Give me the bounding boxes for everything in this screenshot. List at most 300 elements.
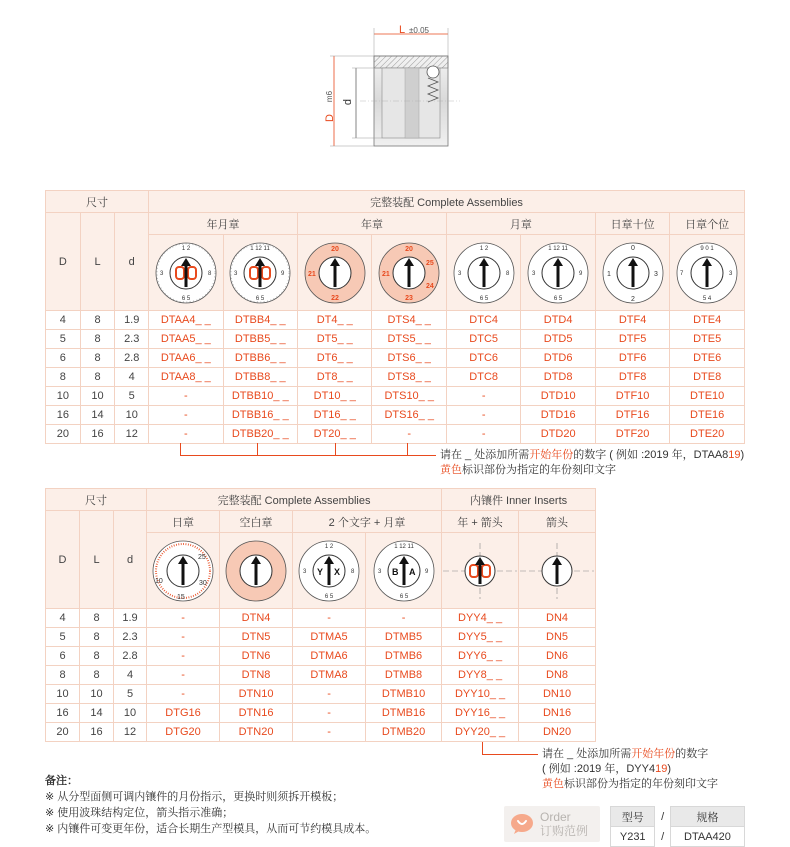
part-code-cell: DTN4 <box>220 609 293 628</box>
svg-text:1: 1 <box>606 270 611 278</box>
dimension-cell: 5 <box>46 628 80 647</box>
svg-text:3: 3 <box>377 568 381 575</box>
svg-text:3: 3 <box>653 270 658 278</box>
svg-text:1 2: 1 2 <box>181 245 190 252</box>
part-code-cell: DTE8 <box>670 368 745 387</box>
group-day-units: 日章个位 <box>670 213 745 235</box>
group-day-tens: 日章十位 <box>595 213 669 235</box>
col-complete-header: 完整装配 Complete Assemblies <box>149 191 745 213</box>
part-code-cell: - <box>147 628 220 647</box>
dimension-cell: 5 <box>114 685 147 704</box>
svg-text:15: 15 <box>177 593 185 601</box>
part-code-cell: - <box>293 609 366 628</box>
svg-text:1 12 11: 1 12 11 <box>548 245 568 252</box>
dim-l-header: L <box>80 511 114 609</box>
table-row <box>46 723 596 742</box>
part-code-cell: DT4_ _ <box>298 311 372 330</box>
svg-text:25: 25 <box>198 553 206 561</box>
part-code-cell: DTF8 <box>595 368 669 387</box>
dimension-cell: 8 <box>80 609 114 628</box>
part-code-cell: DT20_ _ <box>298 425 372 444</box>
insert-arrow <box>519 533 596 609</box>
part-code-cell: DTF5 <box>595 330 669 349</box>
stamp-two-char-b <box>366 533 442 609</box>
part-code-cell: - <box>446 406 520 425</box>
part-code-cell: DTE5 <box>670 330 745 349</box>
part-code-cell: DTS16_ _ <box>372 406 446 425</box>
part-code-cell: DN20 <box>519 723 596 742</box>
dimension-cell: 10 <box>115 406 149 425</box>
dimension-cell: 20 <box>46 425 81 444</box>
part-code-cell: DTMB5 <box>366 628 442 647</box>
part-code-cell: DTF10 <box>595 387 669 406</box>
dimension-cell: 10 <box>80 387 115 406</box>
blank-stamp-icon <box>224 539 288 603</box>
part-code-cell: DN4 <box>519 609 596 628</box>
part-code-cell: DTN20 <box>220 723 293 742</box>
svg-text:22: 22 <box>330 294 339 302</box>
svg-text:20: 20 <box>330 245 339 253</box>
dimension-cell: 14 <box>80 406 115 425</box>
order-label <box>540 810 588 838</box>
part-code-cell: - <box>149 425 223 444</box>
svg-text:B: B <box>391 566 399 577</box>
part-code-cell: DN16 <box>519 704 596 723</box>
dimension-cell: 8 <box>80 349 115 368</box>
svg-text:9 0 1: 9 0 1 <box>700 245 714 252</box>
note-text: ) <box>667 763 672 775</box>
group-arrow: 箭头 <box>519 511 596 533</box>
svg-text:30: 30 <box>199 579 207 587</box>
arrow-insert-icon <box>520 539 594 603</box>
part-code-cell: - <box>372 425 446 444</box>
order-sep: / <box>655 807 670 827</box>
part-code-cell: DTBB5_ _ <box>223 330 297 349</box>
part-code-cell: DTAA4_ _ <box>149 311 223 330</box>
dimension-cell: 16 <box>46 704 80 723</box>
dim-l-tolerance: ±0.05 <box>409 26 429 35</box>
table-complete-assemblies-2 <box>45 488 596 742</box>
part-code-cell: DTD5 <box>521 330 595 349</box>
part-code-cell: DTE4 <box>670 311 745 330</box>
part-code-cell: DTBB20_ _ <box>223 425 297 444</box>
day-units-stamp-icon <box>675 241 739 305</box>
stamp-two-char-a <box>293 533 366 609</box>
svg-text:10: 10 <box>155 577 163 585</box>
svg-text:21: 21 <box>307 270 316 278</box>
note-text: 标识部份为指定的年份刻印文字 <box>564 778 718 790</box>
part-code-cell: DTS8_ _ <box>372 368 446 387</box>
table-row <box>46 349 745 368</box>
table-row <box>46 666 596 685</box>
svg-text:1 2: 1 2 <box>324 543 334 550</box>
table1-note-guide <box>180 443 436 456</box>
part-code-cell: DN5 <box>519 628 596 647</box>
dimension-cell: 8 <box>80 666 114 685</box>
order-head-model: 型号 <box>611 807 655 827</box>
svg-text:A: A <box>408 566 416 577</box>
part-code-cell: DTBB10_ _ <box>223 387 297 406</box>
part-code-cell: DTMA5 <box>293 628 366 647</box>
part-code-cell: - <box>446 425 520 444</box>
part-code-cell: DTN8 <box>220 666 293 685</box>
table2-note-guide <box>482 742 538 755</box>
part-code-cell: DTE20 <box>670 425 745 444</box>
dimension-cell: 6 <box>46 349 81 368</box>
dimension-cell: 16 <box>46 406 81 425</box>
part-code-cell: DTN16 <box>220 704 293 723</box>
svg-text:3: 3 <box>303 568 307 575</box>
svg-text:25: 25 <box>426 259 434 267</box>
table-row <box>46 387 745 406</box>
group-year: 年章 <box>298 213 447 235</box>
svg-text:6 5: 6 5 <box>479 295 488 302</box>
day-tens-stamp-icon <box>601 241 665 305</box>
part-code-cell: - <box>149 387 223 406</box>
part-code-cell: DTD10 <box>521 387 595 406</box>
dimension-cell: 8 <box>80 330 115 349</box>
col-size-header: 尺寸 <box>46 489 147 511</box>
stamp-day-units <box>670 235 745 311</box>
table2-note-line1 <box>542 747 718 762</box>
table2-note-line2 <box>542 762 718 777</box>
svg-text:8: 8 <box>207 270 212 277</box>
part-code-cell: DT16_ _ <box>298 406 372 425</box>
part-code-cell: DTS10_ _ <box>372 387 446 406</box>
part-code-cell: DTMB20 <box>366 723 442 742</box>
month-stamp-icon <box>452 241 516 305</box>
part-code-cell: DTG16 <box>147 704 220 723</box>
note-highlight: 黄色 <box>542 778 564 790</box>
dimension-cell: 5 <box>115 387 149 406</box>
stamp-year-b <box>372 235 446 311</box>
stamp-day <box>147 533 220 609</box>
dim-small-d-label: d <box>342 98 355 106</box>
part-code-cell: DTBB8_ _ <box>223 368 297 387</box>
order-head-spec: 规格 <box>670 807 744 827</box>
dim-d-header: D <box>46 511 80 609</box>
part-code-cell: DN8 <box>519 666 596 685</box>
part-code-cell: DYY10_ _ <box>442 685 519 704</box>
dimension-cell: 20 <box>46 723 80 742</box>
stamp-year-month-a <box>149 235 223 311</box>
remarks <box>45 773 376 837</box>
cross-section-drawing <box>320 20 480 155</box>
part-code-cell: - <box>149 406 223 425</box>
month-stamp-icon <box>526 241 590 305</box>
part-code-cell: - <box>147 647 220 666</box>
part-code-cell: DTC4 <box>446 311 520 330</box>
table1-note-tick-2 <box>257 443 258 455</box>
note-highlight: 黄色 <box>440 464 462 476</box>
dimension-cell: 4 <box>46 311 81 330</box>
svg-text:7: 7 <box>680 270 684 277</box>
two-char-month-stamp-icon <box>297 539 361 603</box>
part-code-cell: DTAA6_ _ <box>149 349 223 368</box>
date-stamp-year-month-icon <box>154 241 218 305</box>
part-code-cell: DTBB6_ _ <box>223 349 297 368</box>
table2-body <box>46 609 596 742</box>
order-spec: DTAA420 <box>670 827 744 847</box>
part-code-cell: DTMA8 <box>293 666 366 685</box>
table1-note <box>440 448 744 478</box>
table1-note-tick-3 <box>335 443 336 455</box>
col-inserts-header: 内镶件 Inner Inserts <box>442 489 596 511</box>
dimension-cell: 8 <box>80 311 115 330</box>
table2-note-line3 <box>542 777 718 792</box>
part-code-cell: DT6_ _ <box>298 349 372 368</box>
dimension-cell: 4 <box>115 368 149 387</box>
two-char-month-stamp-icon <box>372 539 436 603</box>
table-row <box>46 628 596 647</box>
part-code-cell: - <box>366 609 442 628</box>
part-code-cell: DN6 <box>519 647 596 666</box>
table-row <box>46 425 745 444</box>
svg-text:3: 3 <box>234 270 238 277</box>
order-example-badge <box>504 806 600 842</box>
part-code-cell: - <box>293 723 366 742</box>
table2-note <box>542 747 718 792</box>
svg-text:X: X <box>334 566 341 577</box>
col-size-header: 尺寸 <box>46 191 149 213</box>
note-text: 的数字 <box>675 748 709 760</box>
svg-text:20: 20 <box>405 245 414 253</box>
part-code-cell: DT10_ _ <box>298 387 372 406</box>
svg-text:Y: Y <box>317 566 324 577</box>
part-code-cell: - <box>293 685 366 704</box>
remark-item: ※ 内镶件可变更年份，适合长期生产型模具，从而可节约模具成本。 <box>45 823 377 835</box>
day-stamp-icon <box>151 539 215 603</box>
part-code-cell: DTF6 <box>595 349 669 368</box>
svg-text:21: 21 <box>382 270 390 278</box>
order-example-table <box>610 806 745 847</box>
note-text: 请在 _ 处添加所需 <box>440 449 530 461</box>
col-complete-header: 完整装配 Complete Assemblies <box>147 489 442 511</box>
table1-note-line2 <box>440 463 744 478</box>
part-code-cell: - <box>446 387 520 406</box>
dim-l-header: L <box>80 213 115 311</box>
part-code-cell: DYY20_ _ <box>442 723 519 742</box>
part-code-cell: DTG20 <box>147 723 220 742</box>
table-row <box>46 368 745 387</box>
part-code-cell: DTMB16 <box>366 704 442 723</box>
dimension-cell: 10 <box>46 685 80 704</box>
svg-text:1 12 11: 1 12 11 <box>393 543 414 550</box>
remark-item: ※ 从分型面侧可调内镶件的月份指示，更换时则须拆开模板； <box>45 791 344 803</box>
dimension-cell: 4 <box>114 666 147 685</box>
note-highlight: 19 <box>728 449 741 461</box>
part-code-cell: DTS4_ _ <box>372 311 446 330</box>
dim-d-header: D <box>46 213 81 311</box>
stamp-month-b <box>521 235 595 311</box>
note-text: 请在 _ 处添加所需 <box>542 748 632 760</box>
svg-text:24: 24 <box>426 282 434 290</box>
svg-text:2: 2 <box>630 295 635 303</box>
svg-text:6 5: 6 5 <box>553 295 563 302</box>
dimension-cell: 16 <box>80 425 115 444</box>
remark-item: ※ 使用波珠结构定位，箭头指示准确； <box>45 807 234 819</box>
dimension-cell: 8 <box>80 628 114 647</box>
svg-text:9: 9 <box>579 270 583 277</box>
stamp-day-tens <box>595 235 669 311</box>
note-highlight: 19 <box>655 763 668 775</box>
note-highlight: 开始年份 <box>631 748 676 760</box>
part-code-cell: DTN5 <box>220 628 293 647</box>
dim-d-label: D <box>323 114 336 122</box>
table-row <box>46 704 596 723</box>
part-code-cell: DTMA6 <box>293 647 366 666</box>
dimension-cell: 2.8 <box>115 349 149 368</box>
part-code-cell: DT5_ _ <box>298 330 372 349</box>
svg-text:6 5: 6 5 <box>324 593 334 600</box>
part-code-cell: DTBB4_ _ <box>223 311 297 330</box>
svg-text:0: 0 <box>630 244 635 252</box>
table-row <box>46 311 745 330</box>
dimension-cell: 12 <box>114 723 147 742</box>
part-code-cell: DTMB8 <box>366 666 442 685</box>
dimension-cell: 8 <box>80 647 114 666</box>
part-code-cell: - <box>293 704 366 723</box>
order-label-cn: 订购范例 <box>540 824 589 838</box>
part-code-cell: DTAA5_ _ <box>149 330 223 349</box>
group-two-char-month: 2 个文字 + 月章 <box>293 511 442 533</box>
part-code-cell: DTMB6 <box>366 647 442 666</box>
dim-d-tolerance: m6 <box>325 90 335 103</box>
svg-text:6 5: 6 5 <box>181 295 190 302</box>
part-code-cell: DTC6 <box>446 349 520 368</box>
dimension-cell: 5 <box>46 330 81 349</box>
svg-text:3: 3 <box>159 270 164 277</box>
dim-l-label: L <box>399 24 406 36</box>
dimension-cell: 4 <box>46 609 80 628</box>
svg-text:5 4: 5 4 <box>703 295 712 302</box>
dimension-cell: 2.8 <box>114 647 147 666</box>
table-row <box>46 330 745 349</box>
table-complete-assemblies-1 <box>45 190 745 444</box>
part-code-cell: DTAA8_ _ <box>149 368 223 387</box>
dim-small-d-header: d <box>114 511 147 609</box>
part-code-cell: - <box>147 666 220 685</box>
year-arrow-insert-icon <box>443 539 517 603</box>
chat-bubble-icon <box>510 813 534 835</box>
note-text: ) <box>740 449 745 461</box>
stamp-year-month-b <box>223 235 297 311</box>
part-code-cell: DTS6_ _ <box>372 349 446 368</box>
date-stamp-year-month-icon <box>228 241 292 305</box>
dimension-cell: 10 <box>114 704 147 723</box>
part-code-cell: DN10 <box>519 685 596 704</box>
part-code-cell: DTE6 <box>670 349 745 368</box>
part-code-cell: DT8_ _ <box>298 368 372 387</box>
part-code-cell: - <box>147 609 220 628</box>
group-day: 日章 <box>147 511 220 533</box>
part-code-cell: DYY5_ _ <box>442 628 519 647</box>
part-code-cell: DYY6_ _ <box>442 647 519 666</box>
note-text: 标识部份为指定的年份刻印文字 <box>462 464 616 476</box>
group-year-arrow: 年 + 箭头 <box>442 511 519 533</box>
group-year-month: 年月章 <box>149 213 298 235</box>
stamp-month-a <box>446 235 520 311</box>
table1-note-tick-4 <box>407 443 408 455</box>
svg-text:3: 3 <box>457 270 462 277</box>
part-drawing <box>320 20 480 155</box>
order-sep: / <box>661 830 665 843</box>
svg-text:9: 9 <box>281 270 285 277</box>
part-code-cell: DTF4 <box>595 311 669 330</box>
dimension-cell: 1.9 <box>115 311 149 330</box>
svg-text:1 12 11: 1 12 11 <box>250 245 271 252</box>
group-blank: 空白章 <box>220 511 293 533</box>
dimension-cell: 2.3 <box>115 330 149 349</box>
insert-year-arrow <box>442 533 519 609</box>
svg-text:6 5: 6 5 <box>256 295 265 302</box>
part-code-cell: DTE16 <box>670 406 745 425</box>
part-code-cell: DYY8_ _ <box>442 666 519 685</box>
stamp-year-a <box>298 235 372 311</box>
part-code-cell: DTS5_ _ <box>372 330 446 349</box>
remarks-title: 备注： <box>45 775 78 787</box>
svg-text:1 2: 1 2 <box>479 245 488 252</box>
part-code-cell: DTD20 <box>521 425 595 444</box>
dimension-cell: 1.9 <box>114 609 147 628</box>
part-code-cell: DYY16_ _ <box>442 704 519 723</box>
part-code-cell: - <box>147 685 220 704</box>
part-code-cell: DTN10 <box>220 685 293 704</box>
dimension-cell: 12 <box>115 425 149 444</box>
table-row <box>46 406 745 425</box>
dimension-cell: 8 <box>46 368 81 387</box>
table-row <box>46 609 596 628</box>
year-stamp-icon <box>377 241 441 305</box>
part-code-cell: DTD4 <box>521 311 595 330</box>
table1-note-line1 <box>440 448 744 463</box>
part-code-cell: DTD8 <box>521 368 595 387</box>
dimension-cell: 10 <box>80 685 114 704</box>
note-text: ( 例如 :2019 年，DYY4 <box>542 763 656 775</box>
part-code-cell: DTBB16_ _ <box>223 406 297 425</box>
part-code-cell: DYY4_ _ <box>442 609 519 628</box>
part-code-cell: DTF20 <box>595 425 669 444</box>
svg-text:6 5: 6 5 <box>399 593 408 600</box>
group-month: 月章 <box>446 213 595 235</box>
note-text: 的数字 ( 例如 :2019 年，DTAA8 <box>573 449 729 461</box>
dimension-cell: 10 <box>46 387 81 406</box>
part-code-cell: DTC8 <box>446 368 520 387</box>
dimension-cell: 6 <box>46 647 80 666</box>
svg-text:23: 23 <box>405 294 414 302</box>
svg-text:3: 3 <box>729 270 733 277</box>
dimension-cell: 8 <box>80 368 115 387</box>
svg-text:8: 8 <box>351 568 355 575</box>
svg-text:3: 3 <box>532 270 536 277</box>
dimension-cell: 8 <box>46 666 80 685</box>
dimension-cell: 2.3 <box>114 628 147 647</box>
part-code-cell: DTD6 <box>521 349 595 368</box>
dim-small-d-header: d <box>115 213 149 311</box>
part-code-cell: DTN6 <box>220 647 293 666</box>
part-code-cell: DTE10 <box>670 387 745 406</box>
part-code-cell: DTMB10 <box>366 685 442 704</box>
order-model: Y231 <box>611 827 655 847</box>
year-stamp-icon <box>303 241 367 305</box>
part-code-cell: DTF16 <box>595 406 669 425</box>
table-row <box>46 685 596 704</box>
svg-text:8: 8 <box>505 270 510 277</box>
table1-body <box>46 311 745 444</box>
part-code-cell: DTD16 <box>521 406 595 425</box>
stamp-blank <box>220 533 293 609</box>
svg-text:9: 9 <box>424 568 428 575</box>
